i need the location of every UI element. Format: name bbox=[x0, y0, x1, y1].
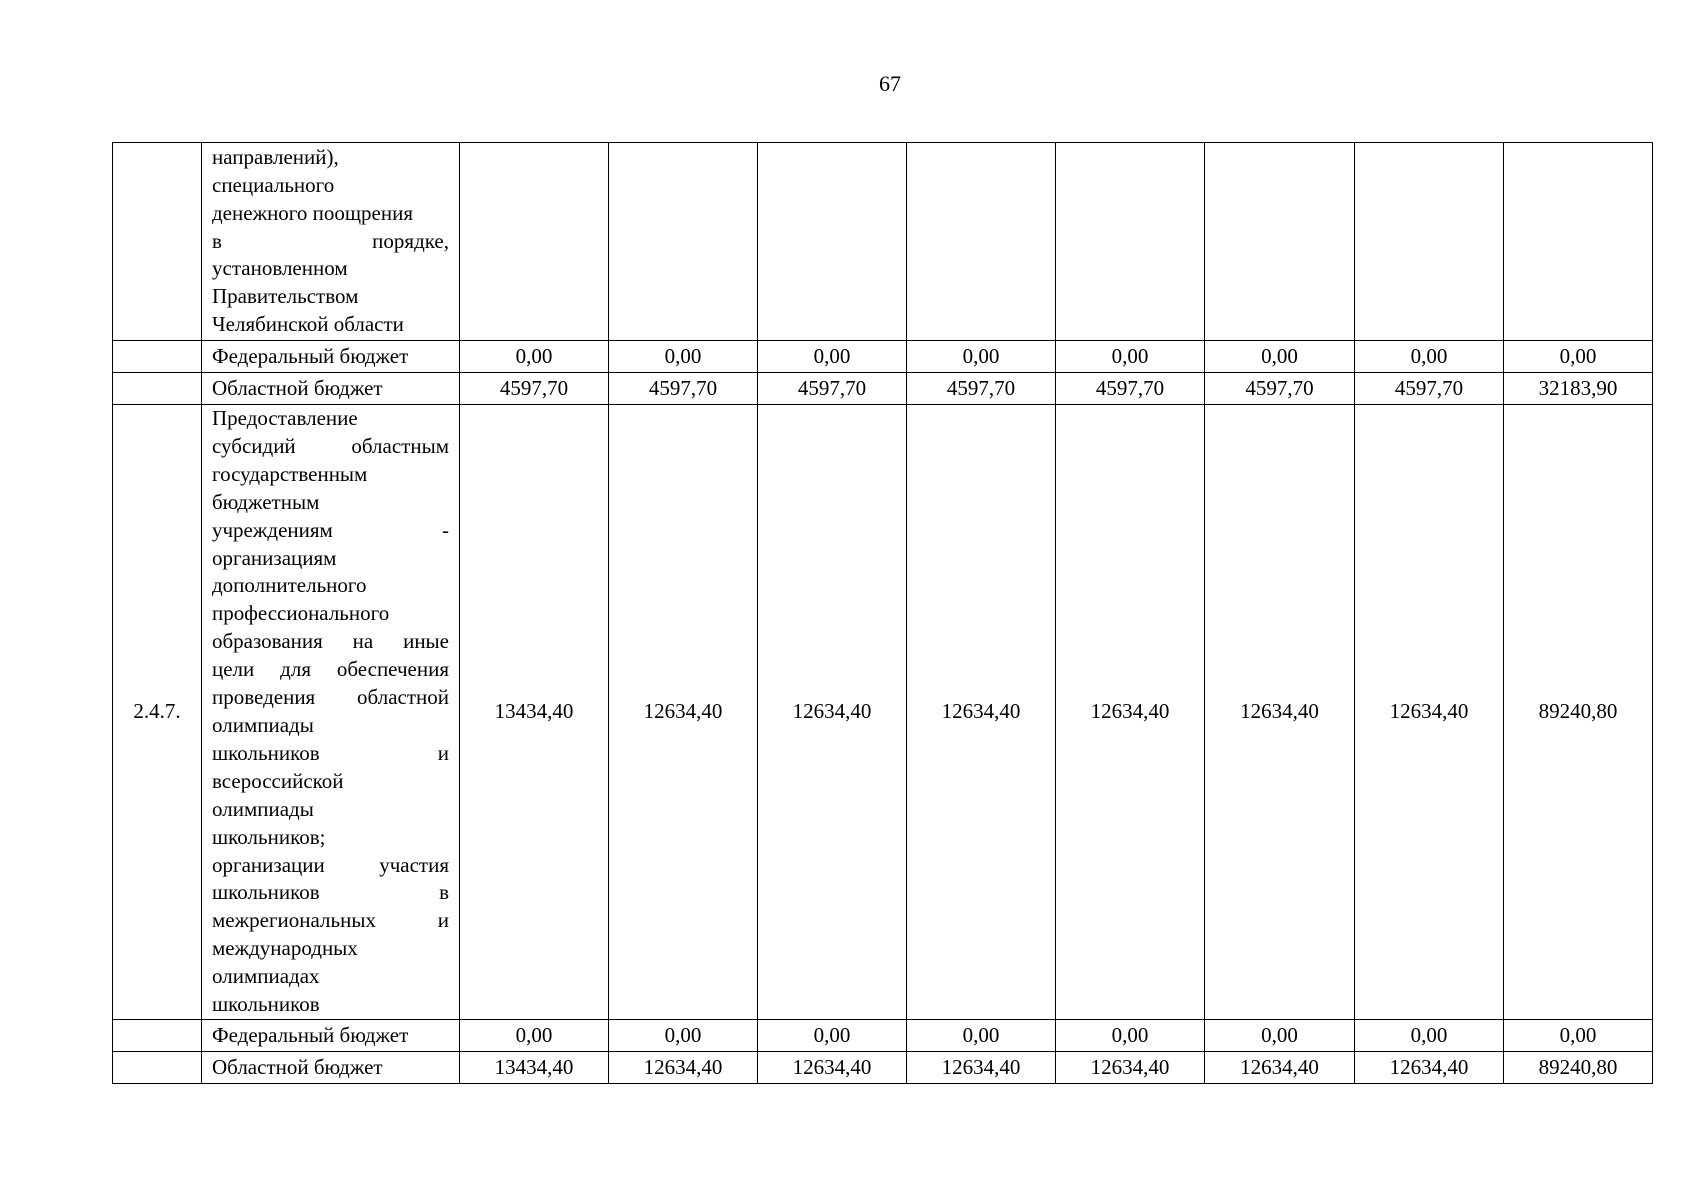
description-line: олимпиады bbox=[212, 796, 314, 821]
description-line: школьников и bbox=[212, 740, 449, 765]
description-line: цели для обеспечения bbox=[212, 657, 449, 682]
description-line: специального bbox=[212, 172, 335, 197]
value-cell bbox=[609, 143, 758, 341]
budget-label: Федеральный бюджет bbox=[202, 341, 460, 373]
description-line: государственным bbox=[212, 461, 368, 486]
description-line: учреждениям - bbox=[212, 517, 449, 542]
value-cell: 12634,40 bbox=[609, 405, 758, 1020]
value-cell: 0,00 bbox=[758, 341, 907, 373]
value-cell: 0,00 bbox=[1056, 341, 1205, 373]
value-cell bbox=[460, 143, 609, 341]
description-line: организации участия bbox=[212, 852, 449, 877]
description-line: Правительством bbox=[212, 284, 359, 309]
description-line: организациям bbox=[212, 545, 337, 570]
value-cell: 0,00 bbox=[1205, 341, 1355, 373]
value-cell: 12634,40 bbox=[1355, 405, 1504, 1020]
value-cell: 0,00 bbox=[907, 341, 1056, 373]
value-cell: 12634,40 bbox=[1056, 405, 1205, 1020]
description-line: направлений), bbox=[212, 144, 339, 169]
description-line: установленном bbox=[212, 256, 348, 281]
value-cell: 4597,70 bbox=[758, 373, 907, 405]
item-number-cell: 2.4.7. bbox=[113, 405, 202, 1020]
description-line: Предоставление bbox=[212, 406, 358, 431]
value-cell: 0,00 bbox=[460, 1020, 609, 1052]
value-cell: 0,00 bbox=[1355, 341, 1504, 373]
value-cell bbox=[1504, 143, 1653, 341]
description-line: олимпиадах bbox=[212, 964, 320, 989]
description-line: Челябинской области bbox=[212, 312, 404, 337]
value-cell: 12634,40 bbox=[907, 405, 1056, 1020]
description-line: образования на иные bbox=[212, 629, 449, 654]
value-cell: 4597,70 bbox=[907, 373, 1056, 405]
total-value-cell: 0,00 bbox=[1504, 1020, 1653, 1052]
item-number-cell bbox=[113, 1052, 202, 1084]
value-cell bbox=[1205, 143, 1355, 341]
budget-label: Областной бюджет bbox=[202, 373, 460, 405]
description-line: денежного поощрения bbox=[212, 200, 414, 225]
description-line: проведения областной bbox=[212, 685, 449, 710]
value-cell: 0,00 bbox=[1355, 1020, 1504, 1052]
table-row-item-2-4-7 bbox=[113, 405, 1653, 1020]
value-cell: 4597,70 bbox=[1355, 373, 1504, 405]
description-line: межрегиональных и bbox=[212, 908, 449, 933]
value-cell: 12634,40 bbox=[907, 1052, 1056, 1084]
item-number-cell bbox=[113, 1020, 202, 1052]
budget-label: Областной бюджет bbox=[202, 1052, 460, 1084]
value-cell bbox=[1056, 143, 1205, 341]
value-cell: 0,00 bbox=[1205, 1020, 1355, 1052]
description-line: субсидий областным bbox=[212, 433, 449, 458]
budget-label: Федеральный бюджет bbox=[202, 1020, 460, 1052]
description-cell bbox=[202, 405, 460, 1020]
table-row-regional-budget bbox=[113, 1052, 1653, 1084]
budget-table bbox=[112, 142, 1653, 1084]
description-line: профессионального bbox=[212, 601, 390, 626]
value-cell bbox=[907, 143, 1056, 341]
value-cell: 12634,40 bbox=[758, 405, 907, 1020]
value-cell: 13434,40 bbox=[460, 1052, 609, 1084]
value-cell: 12634,40 bbox=[1205, 405, 1355, 1020]
value-cell: 12634,40 bbox=[1355, 1052, 1504, 1084]
table-row-federal-budget bbox=[113, 1020, 1653, 1052]
total-value-cell: 32183,90 bbox=[1504, 373, 1653, 405]
description-line: дополнительного bbox=[212, 573, 367, 598]
item-number-cell bbox=[113, 341, 202, 373]
value-cell: 4597,70 bbox=[460, 373, 609, 405]
total-value-cell: 89240,80 bbox=[1504, 1052, 1653, 1084]
item-number-cell bbox=[113, 143, 202, 341]
value-cell: 12634,40 bbox=[1205, 1052, 1355, 1084]
value-cell: 0,00 bbox=[758, 1020, 907, 1052]
description-line: в порядке, bbox=[212, 228, 449, 253]
value-cell: 12634,40 bbox=[1056, 1052, 1205, 1084]
value-cell: 0,00 bbox=[1056, 1020, 1205, 1052]
value-cell: 0,00 bbox=[609, 1020, 758, 1052]
description-line: международных bbox=[212, 936, 358, 961]
description-line: олимпиады bbox=[212, 713, 314, 737]
item-number-cell bbox=[113, 373, 202, 405]
page-number: 67 bbox=[879, 71, 901, 96]
total-value-cell: 89240,80 bbox=[1504, 405, 1653, 1020]
value-cell bbox=[1355, 143, 1504, 341]
table-row-continuation bbox=[113, 143, 1653, 341]
value-cell: 4597,70 bbox=[609, 373, 758, 405]
value-cell: 0,00 bbox=[460, 341, 609, 373]
table-row-federal-budget bbox=[113, 341, 1653, 373]
description-line: школьников bbox=[212, 992, 320, 1017]
value-cell: 12634,40 bbox=[758, 1052, 907, 1084]
value-cell: 12634,40 bbox=[609, 1052, 758, 1084]
value-cell: 0,00 bbox=[609, 341, 758, 373]
value-cell: 13434,40 bbox=[460, 405, 609, 1020]
description-line: школьников; bbox=[212, 824, 326, 849]
value-cell: 4597,70 bbox=[1056, 373, 1205, 405]
value-cell bbox=[758, 143, 907, 341]
description-line: всероссийской bbox=[212, 768, 344, 793]
value-cell: 4597,70 bbox=[1205, 373, 1355, 405]
description-line: бюджетным bbox=[212, 489, 320, 514]
total-value-cell: 0,00 bbox=[1504, 341, 1653, 373]
table-row-regional-budget bbox=[113, 373, 1653, 405]
description-cell bbox=[202, 143, 460, 341]
description-line: школьников в bbox=[212, 880, 449, 905]
value-cell: 0,00 bbox=[907, 1020, 1056, 1052]
